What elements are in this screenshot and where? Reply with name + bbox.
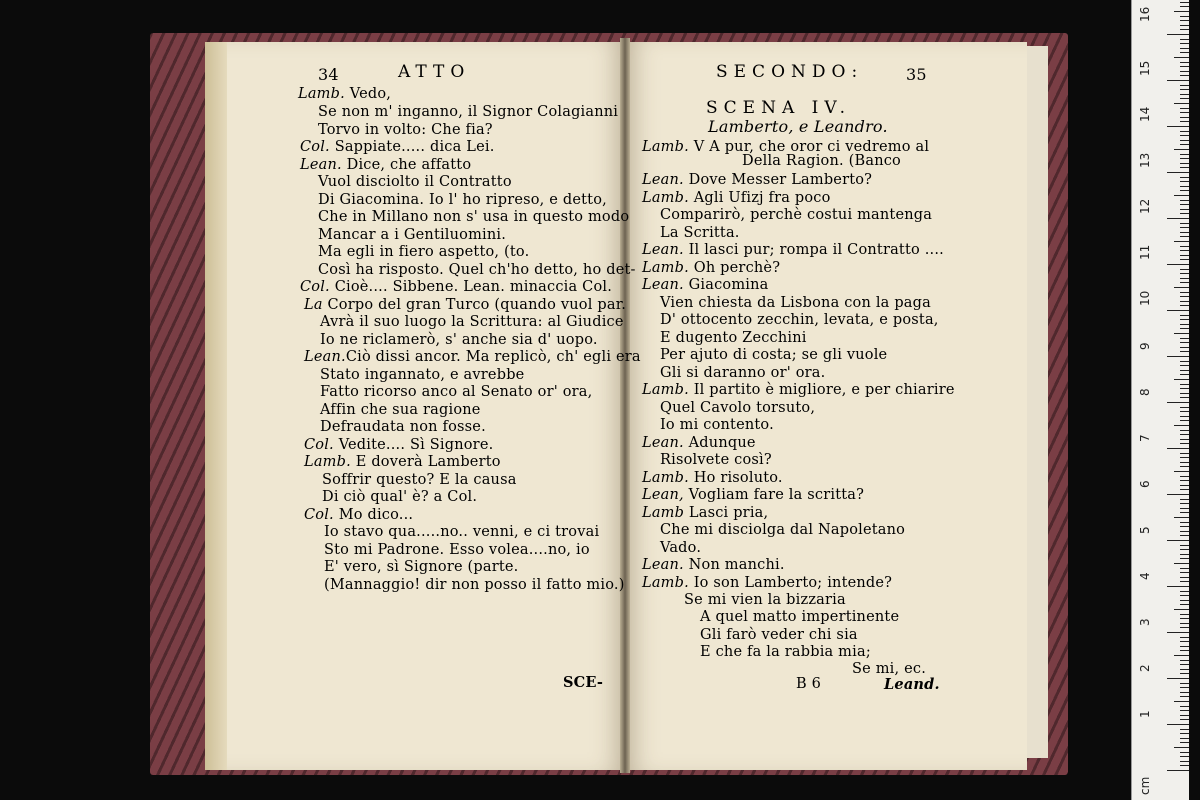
left-page-edges — [205, 42, 227, 770]
text-line: Gli farò veder chi sia — [700, 627, 858, 643]
ruler-tick — [1167, 632, 1189, 633]
ruler-tick — [1180, 526, 1189, 527]
text-line: Io stavo qua.....no.. venni, e ci trovai — [324, 524, 600, 540]
ruler-tick — [1180, 434, 1189, 435]
ruler-tick — [1180, 213, 1189, 214]
ruler-tick — [1180, 664, 1189, 665]
ruler-tick — [1180, 761, 1189, 762]
ruler-tick — [1174, 747, 1189, 748]
text-line: Io mi contento. — [660, 417, 774, 433]
text-line: Risolvete così? — [660, 452, 772, 468]
text-line: Ma egli in fiero aspetto, (to. — [318, 244, 530, 260]
ruler-tick — [1167, 494, 1189, 495]
ruler-tick — [1180, 20, 1189, 21]
ruler-tick — [1180, 411, 1189, 412]
ruler-tick — [1180, 52, 1189, 53]
ruler-tick — [1180, 347, 1189, 348]
text-line: Lean. Non manchi. — [642, 557, 785, 573]
ruler-tick — [1180, 641, 1189, 642]
ruler-tick — [1174, 425, 1189, 426]
ruler-tick — [1180, 692, 1189, 693]
text-line: La Corpo del gran Turco (quando vuol par. — [304, 297, 627, 313]
ruler-tick — [1180, 75, 1189, 76]
text-line: Affin che sua ragione — [320, 402, 481, 418]
text-line: Lean, Vogliam fare la scritta? — [642, 487, 865, 503]
ruler-tick — [1180, 250, 1189, 251]
ruler-tick — [1180, 535, 1189, 536]
ruler-tick — [1180, 558, 1189, 559]
ruler-tick — [1180, 315, 1189, 316]
ruler-tick — [1180, 39, 1189, 40]
ruler-tick — [1180, 480, 1189, 481]
ruler-label: 6 — [1138, 480, 1152, 488]
text-line: Gli si daranno or' ora. — [660, 365, 826, 381]
ruler-tick — [1180, 466, 1189, 467]
running-head-right: SECONDO: — [716, 62, 864, 82]
ruler-tick — [1180, 499, 1189, 500]
ruler-tick — [1180, 443, 1189, 444]
ruler-tick — [1174, 57, 1189, 58]
ruler-tick — [1180, 296, 1189, 297]
ruler-tick — [1180, 25, 1189, 26]
ruler-label: 9 — [1138, 342, 1152, 350]
text-line: Di Giacomina. Io l' ho ripreso, e detto, — [318, 192, 607, 208]
ruler-tick — [1180, 765, 1189, 766]
ruler-tick — [1174, 471, 1189, 472]
ruler-tick — [1180, 595, 1189, 596]
ruler-tick — [1167, 264, 1189, 265]
ruler-tick — [1180, 397, 1189, 398]
text-line: Così ha risposto. Quel ch'ho detto, ho det- — [318, 262, 636, 278]
ruler-tick — [1180, 485, 1189, 486]
ruler-tick — [1180, 650, 1189, 651]
ruler-tick — [1174, 195, 1189, 196]
ruler-tick — [1180, 388, 1189, 389]
ruler-tick — [1167, 678, 1189, 679]
ruler-label: 13 — [1138, 152, 1152, 168]
text-line: Lean. Il lasci pur; rompa il Contratto .... — [642, 242, 944, 258]
text-line: Lamb. V A pur, che oror ci vedremo al — [642, 139, 930, 155]
ruler-tick — [1167, 126, 1189, 127]
ruler-tick — [1180, 660, 1189, 661]
text-line: E che fa la rabbia mia; — [700, 644, 871, 660]
ruler-tick — [1180, 319, 1189, 320]
ruler-tick — [1174, 11, 1189, 12]
ruler-tick — [1180, 462, 1189, 463]
text-line: Vien chiesta da Lisbona con la paga — [660, 295, 931, 311]
ruler-tick — [1180, 393, 1189, 394]
ruler-tick — [1180, 255, 1189, 256]
ruler-tick — [1180, 200, 1189, 201]
ruler-tick — [1180, 742, 1189, 743]
text-line: Fatto ricorso anco al Senato or' ora, — [320, 384, 593, 400]
ruler-tick — [1180, 236, 1189, 237]
text-line: Della Ragion. (Banco — [742, 153, 901, 169]
ruler-unit-label: cm — [1138, 776, 1152, 795]
text-line: Col. Mo dico... — [304, 507, 414, 523]
ruler-label: 8 — [1138, 388, 1152, 396]
scene-characters: Lamberto, e Leandro. — [708, 117, 888, 136]
ruler-tick — [1180, 453, 1189, 454]
ruler-tick — [1167, 356, 1189, 357]
ruler-tick — [1180, 673, 1189, 674]
ruler-tick — [1180, 545, 1189, 546]
ruler-tick — [1180, 223, 1189, 224]
ruler-label: 11 — [1138, 244, 1152, 260]
ruler-tick — [1180, 131, 1189, 132]
ruler-tick — [1167, 34, 1189, 35]
ruler-tick — [1180, 706, 1189, 707]
ruler-tick — [1180, 604, 1189, 605]
ruler-tick — [1180, 715, 1189, 716]
ruler-tick — [1180, 512, 1189, 513]
running-head-left: ATTO — [398, 62, 471, 82]
ruler-tick — [1180, 282, 1189, 283]
ruler-tick — [1180, 16, 1189, 17]
ruler-tick — [1180, 687, 1189, 688]
ruler-label: 14 — [1138, 106, 1152, 122]
ruler-tick — [1180, 623, 1189, 624]
ruler-tick — [1180, 476, 1189, 477]
ruler-tick — [1180, 627, 1189, 628]
text-line: Mancar a i Gentiluomini. — [318, 227, 507, 243]
ruler-tick — [1180, 756, 1189, 757]
ruler-tick — [1180, 733, 1189, 734]
page-number-left: 34 — [318, 65, 339, 84]
ruler-label: 16 — [1138, 6, 1152, 22]
ruler-tick — [1180, 614, 1189, 615]
ruler-label: 12 — [1138, 198, 1152, 214]
text-line: Lamb. Io son Lamberto; intende? — [642, 575, 893, 591]
text-line: Lamb. E doverà Lamberto — [304, 454, 501, 470]
ruler-tick — [1180, 522, 1189, 523]
ruler-label: 2 — [1138, 664, 1152, 672]
text-line: Comparirò, perchè costui mantenga — [660, 207, 933, 223]
ruler-tick — [1180, 549, 1189, 550]
ruler-tick — [1180, 752, 1189, 753]
ruler-tick — [1167, 724, 1189, 725]
text-line: La Scritta. — [660, 225, 740, 241]
text-line: Sto mi Padrone. Esso volea....no, io — [324, 542, 590, 558]
ruler-label: 10 — [1138, 290, 1152, 306]
text-line: Lamb. Ho risoluto. — [642, 470, 783, 486]
ruler-tick — [1174, 379, 1189, 380]
ruler-label: 7 — [1138, 434, 1152, 442]
text-line: Avrà il suo luogo la Scrittura: al Giudice — [320, 314, 624, 330]
text-line: Lamb. Oh perchè? — [642, 260, 781, 276]
ruler-tick — [1180, 374, 1189, 375]
ruler-tick — [1180, 719, 1189, 720]
ruler-tick — [1174, 149, 1189, 150]
ruler-tick — [1167, 310, 1189, 311]
ruler-tick — [1167, 770, 1189, 771]
text-line: Stato ingannato, e avrebbe — [320, 367, 525, 383]
text-line: Che in Millano non s' usa in questo modo — [318, 209, 630, 225]
ruler-tick — [1180, 181, 1189, 182]
text-line: Che mi disciolga dal Napoletano — [660, 522, 906, 538]
right-page-edges — [1024, 46, 1048, 758]
text-line: Lean. Adunque — [642, 435, 756, 451]
ruler-tick — [1180, 361, 1189, 362]
ruler-tick — [1180, 407, 1189, 408]
book-gutter — [620, 38, 630, 773]
catchword-right: Leand. — [884, 676, 940, 693]
text-line: Lean. Dice, che affatto — [300, 157, 472, 173]
catchword-left: SCE- — [563, 674, 604, 691]
ruler-tick — [1174, 333, 1189, 334]
ruler-tick — [1180, 301, 1189, 302]
text-line: (Mannaggio! dir non posso il fatto mio.) — [324, 577, 625, 593]
ruler-tick — [1180, 144, 1189, 145]
ruler-tick — [1180, 328, 1189, 329]
ruler-tick — [1180, 696, 1189, 697]
ruler-tick — [1180, 85, 1189, 86]
ruler-tick — [1180, 420, 1189, 421]
text-line: Vado. — [660, 540, 702, 556]
text-line: Vuol disciolto il Contratto — [318, 174, 512, 190]
ruler-tick — [1180, 439, 1189, 440]
ruler-tick — [1180, 710, 1189, 711]
text-line: E dugento Zecchini — [660, 330, 807, 346]
ruler-tick — [1180, 269, 1189, 270]
signature-mark: B 6 — [796, 676, 822, 692]
ruler-tick — [1180, 190, 1189, 191]
ruler-tick — [1180, 121, 1189, 122]
ruler-tick — [1180, 508, 1189, 509]
ruler-tick — [1180, 6, 1189, 7]
ruler-tick — [1180, 600, 1189, 601]
text-line: Col. Sappiate..... dica Lei. — [300, 139, 495, 155]
text-line: A quel matto impertinente — [700, 609, 900, 625]
ruler-tick — [1180, 384, 1189, 385]
text-line: Col. Cioè.... Sibbene. Lean. minaccia Col. — [300, 279, 613, 295]
ruler-tick — [1180, 370, 1189, 371]
ruler-tick — [1180, 135, 1189, 136]
ruler-tick — [1180, 158, 1189, 159]
scene-title: SCENA IV. — [706, 98, 852, 118]
ruler-tick — [1180, 646, 1189, 647]
ruler-tick — [1180, 227, 1189, 228]
ruler-tick — [1180, 554, 1189, 555]
ruler-tick — [1180, 669, 1189, 670]
ruler-tick — [1180, 292, 1189, 293]
ruler-tick — [1180, 62, 1189, 63]
text-line: Lean. Giacomina — [642, 277, 769, 293]
ruler-tick — [1180, 572, 1189, 573]
text-line: Defraudata non fosse. — [320, 419, 486, 435]
ruler-tick — [1180, 154, 1189, 155]
ruler-tick — [1180, 117, 1189, 118]
ruler-tick — [1167, 540, 1189, 541]
ruler-tick — [1174, 103, 1189, 104]
ruler-tick — [1167, 448, 1189, 449]
page-number-right: 35 — [906, 65, 927, 84]
ruler-tick — [1180, 568, 1189, 569]
text-line: Lamb. Agli Ufizj fra poco — [642, 190, 831, 206]
ruler-label: 3 — [1138, 618, 1152, 626]
text-line: Lamb. Vedo, — [298, 86, 392, 102]
text-line: Col. Vedite.... Sì Signore. — [304, 437, 494, 453]
ruler-tick — [1180, 738, 1189, 739]
ruler-tick — [1180, 581, 1189, 582]
ruler-tick — [1180, 140, 1189, 141]
text-line: Quel Cavolo torsuto, — [660, 400, 816, 416]
text-line: Lamb Lasci pria, — [642, 505, 769, 521]
ruler-tick — [1180, 489, 1189, 490]
ruler-tick — [1180, 204, 1189, 205]
ruler-tick — [1180, 89, 1189, 90]
ruler-label: 1 — [1138, 710, 1152, 718]
ruler-tick — [1180, 163, 1189, 164]
ruler-tick — [1180, 503, 1189, 504]
ruler-tick — [1180, 246, 1189, 247]
ruler-tick — [1174, 517, 1189, 518]
ruler-label: 5 — [1138, 526, 1152, 534]
ruler-tick — [1167, 218, 1189, 219]
text-line: Se mi, ec. — [852, 661, 927, 677]
ruler-tick — [1180, 48, 1189, 49]
ruler-tick — [1180, 66, 1189, 67]
ruler-tick — [1180, 43, 1189, 44]
text-line: Soffrir questo? E la causa — [322, 472, 517, 488]
ruler-tick — [1180, 167, 1189, 168]
ruler-tick — [1180, 305, 1189, 306]
ruler-tick — [1180, 112, 1189, 113]
text-line: E' vero, sì Signore (parte. — [324, 559, 519, 575]
measuring-ruler — [1131, 0, 1189, 800]
text-line: Lean.Ciò dissi ancor. Ma replicò, ch' egli era — [304, 349, 641, 365]
ruler-tick — [1180, 209, 1189, 210]
ruler-tick — [1180, 430, 1189, 431]
ruler-tick — [1180, 29, 1189, 30]
ruler-tick — [1174, 609, 1189, 610]
ruler-tick — [1180, 351, 1189, 352]
ruler-tick — [1180, 2, 1189, 3]
ruler-tick — [1180, 577, 1189, 578]
ruler-tick — [1180, 324, 1189, 325]
ruler-tick — [1180, 342, 1189, 343]
text-line: Se non m' inganno, il Signor Colagianni — [318, 104, 619, 120]
ruler-tick — [1180, 591, 1189, 592]
text-line: Io ne riclamerò, s' anche sia d' uopo. — [320, 332, 598, 348]
ruler-tick — [1180, 683, 1189, 684]
ruler-tick — [1180, 108, 1189, 109]
text-line: Di ciò qual' è? a Col. — [322, 489, 478, 505]
ruler-tick — [1167, 586, 1189, 587]
ruler-tick — [1180, 273, 1189, 274]
text-line: Per ajuto di costa; se gli vuole — [660, 347, 888, 363]
ruler-tick — [1180, 637, 1189, 638]
ruler-tick — [1180, 71, 1189, 72]
ruler-tick — [1180, 232, 1189, 233]
ruler-tick — [1180, 531, 1189, 532]
ruler-tick — [1180, 278, 1189, 279]
ruler-tick — [1174, 701, 1189, 702]
ruler-tick — [1180, 259, 1189, 260]
ruler-tick — [1167, 80, 1189, 81]
text-line: D' ottocento zecchin, levata, e posta, — [660, 312, 939, 328]
ruler-tick — [1174, 563, 1189, 564]
text-line: Lean. Dove Messer Lamberto? — [642, 172, 873, 188]
ruler-tick — [1180, 94, 1189, 95]
ruler-tick — [1174, 287, 1189, 288]
ruler-tick — [1180, 338, 1189, 339]
text-line: Se mi vien la bizzaria — [684, 592, 846, 608]
ruler-tick — [1180, 729, 1189, 730]
ruler-tick — [1180, 186, 1189, 187]
ruler-tick — [1180, 177, 1189, 178]
ruler-label: 4 — [1138, 572, 1152, 580]
ruler-tick — [1180, 457, 1189, 458]
text-line: Torvo in volto: Che fia? — [318, 122, 493, 138]
ruler-tick — [1167, 172, 1189, 173]
ruler-tick — [1180, 98, 1189, 99]
ruler-tick — [1180, 416, 1189, 417]
text-line: Lamb. Il partito è migliore, e per chiarire — [642, 382, 955, 398]
ruler-tick — [1180, 618, 1189, 619]
ruler-tick — [1174, 241, 1189, 242]
ruler-tick — [1180, 365, 1189, 366]
ruler-tick — [1174, 655, 1189, 656]
ruler-label: 15 — [1138, 60, 1152, 76]
ruler-tick — [1167, 402, 1189, 403]
